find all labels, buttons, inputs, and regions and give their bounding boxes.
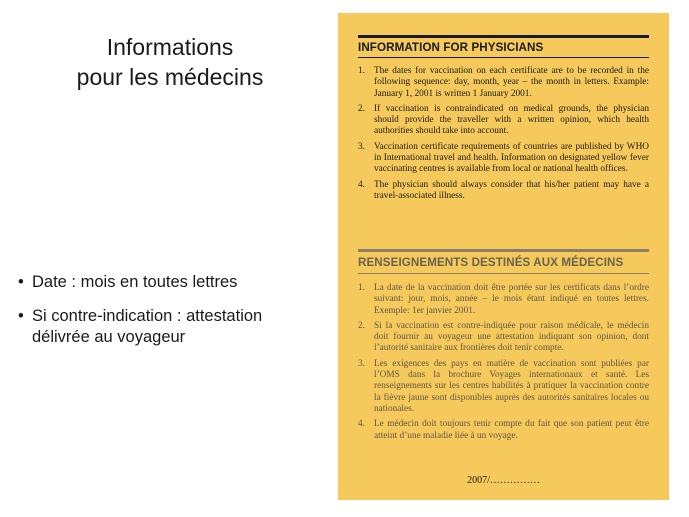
list-item: 2. If vaccination is contraindicated on medical grounds, the physician should provide the traveller with a written opinion, which health authorities should take into account.	[358, 103, 649, 137]
fr-heading: RENSEIGNEMENTS DESTINÉS AUX MÉDECINS	[358, 256, 624, 269]
bullet-item: • Si contre-indication : attestation délivrée au voyageur	[18, 306, 318, 348]
list-item: 1. La date de la vaccination doit être portée sur les certificats dans l’ordre suivant: jour, mois, année – le mois étant indiqué en toutes lettres. Exemple: 1er janvier 2001.	[358, 283, 649, 316]
physician-info-card	[338, 13, 669, 500]
bullet-item: • Date : mois en toutes lettres	[18, 272, 318, 293]
list-item: 2. Si la vaccination est contre-indiquée pour raison médicale, le médecin doit fournir au voyageur une attestation indiquant son opinion, dont l’autorité sanitaire aux frontières doit tenir compte.	[358, 320, 649, 354]
section-rule	[358, 35, 649, 38]
fr-list	[358, 283, 649, 446]
slide-title-line1: Informations	[106, 34, 234, 60]
section-divider	[358, 57, 649, 58]
list-item: 4. The physician should always consider that his/her patient may have a travel-associated illness.	[358, 179, 649, 201]
en-list	[358, 66, 649, 206]
section-rule	[358, 249, 649, 252]
list-item: 1. The dates for vaccination on each certificate are to be recorded in the following sequence: day, month, year – the month in letters. Example: January 1, 2001 is written 1 January 2001.	[358, 66, 649, 99]
bullet-list	[18, 272, 318, 361]
section-divider	[358, 273, 649, 274]
slide-title-line2: pour les médecins	[76, 64, 264, 90]
card-footer-date: 2007/……………	[467, 475, 540, 486]
slide-title	[40, 32, 300, 92]
list-item: 3. Les exigences des pays en matière de vaccination sont publiées par l’OMS dans la brochure Voyages internationaux et santé. Les renseignements sur les centres habilités à pratiquer la vaccination contre la fièvre jaune sont disponibles auprès des autorités sanitaires locales ou nationales.	[358, 358, 649, 414]
en-heading: INFORMATION FOR PHYSICIANS	[358, 41, 544, 54]
list-item: 4. Le médecin doit toujours tenir compte du fait que son patient peut être atteint d’une maladie liée à un voyage.	[358, 419, 649, 441]
list-item: 3. Vaccination certificate requirements of countries are published by WHO in International travel and health. Information on designated yellow fever vaccinating centres is available from local or national health offices.	[358, 141, 649, 175]
